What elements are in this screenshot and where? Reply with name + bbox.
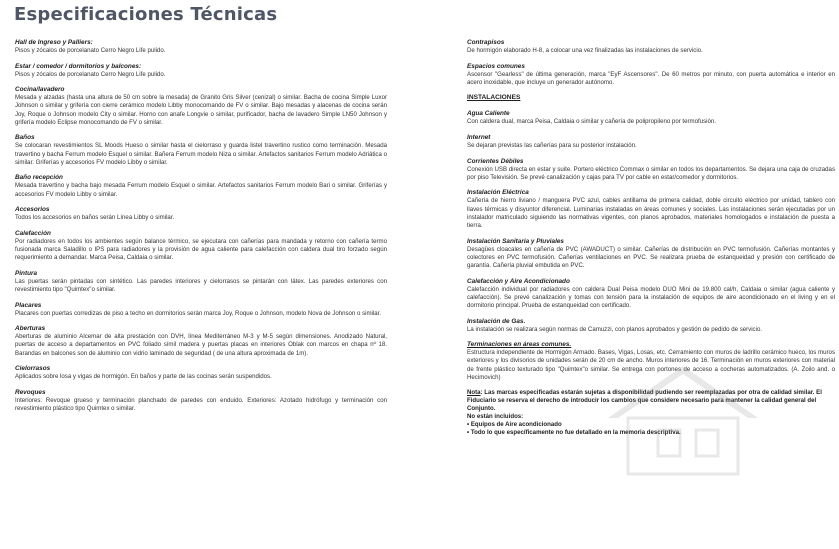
spec-text: Pisos y zócalos de porcelanato Cerro Negro Life pulido. [15,70,166,78]
installations-title: INSTALACIONES [467,94,521,102]
spec-section [15,134,387,167]
spec-heading: Estar / comedor / dormitorios y balcones: [15,62,142,70]
spec-heading: Instalación Eléctrica [467,189,529,197]
spec-section [467,318,835,334]
spec-text: Con caldera dual, marca Peisa, Caldaia o similar y cañería de polipropileno por termofusión. [467,118,716,126]
spec-section [15,302,387,318]
spec-text: Se dejaran previstas las cañerías para su posterior instalación. [467,141,637,149]
spec-text: Aplicados sobre losa y vigas de hormigón. En baños y parte de las cocinas serán suspendidos. [15,373,272,381]
spec-section [467,110,835,126]
spec-text: Placares con puertas corredizas de piso a techo en dormitorios serán marca Joy, Roque o Johnson, modelo Nova de Johnson o similar. [15,309,382,317]
spec-section [15,365,387,381]
excluded-title: No están incluidos: [467,413,524,421]
spec-text: Cañería de hierro liviano / manguera PVC azul, cables antillama de primera calidad, doble circuito eléctrico por unidad, tablero con llaves térmicas y disyuntor diferencial. Luminarias instaladas en áreas comunes y sociales. Las instalaciones serán ejecutadas por un instalador matriculado siguiendo las normativas vigentes, con planos aprobados, materiales homologados e instalación de puesta a tierra. [467,197,835,229]
spec-heading: Pintura [15,269,38,277]
spec-heading: Instalación de Gas. [467,317,526,325]
spec-text: Las puertas serán pintadas con sintético. Las paredes interiores y cielorrasos se pintarán con látex. Las paredes exteriores con revestimiento tipo "Quimtex"o similar. [15,277,387,293]
spec-section [15,39,387,55]
spec-heading: Cielorrasos [15,365,51,373]
spec-text: Se colocaran revestimientos SL Moods Hueso o similar hasta el cielorraso y guarda listel travertino rustico como terminación. Mesada travertino y bacha Ferrum modelo Esquel o similar. Bañera Ferrum modelo Niza o similar. Artefactos sanitarios Ferrum modelo Adriática o similar. Griferías y accesorios FV modelo Libby o similar. [15,142,387,166]
spec-heading: Aberturas [15,325,46,333]
spec-section [15,270,387,294]
spec-section [15,389,387,413]
spec-text: Aberturas de aluminio Alcemar de alta prestación con DVH, línea Mediterráneo M-3 y M-5 según dimensiones. Anodizado Natural, puertas de acceso a departamentos en PVC foliado símil madera y puertas placas en interiores Oblak con marcos en chapa nº 18. Barandas en balcones son de aluminio con vidrio laminado de seguridad ( de una altura aproximada de 1m). [15,333,387,357]
spec-section [467,158,835,182]
spec-text: Ascensor "Gearless" de última generación, marca "EyF Ascensores". De 60 metros por minuto, con puerta automática e interior en acero inoxidable, que incluye un generador autónomo. [467,70,835,86]
note-label: Nota [467,389,481,397]
spec-section [15,174,387,198]
spec-heading: Contrapisos [467,39,505,46]
spec-text: Mesada travertino y bacha bajo mesada Ferrum modelo Esquel o similar. Artefactos sanitarios Ferrum modelo Bari o similar. Griferías y accesorios FV modelo Libby o similar. [15,182,387,198]
excluded-list [467,421,835,437]
spec-text: Conexión USB directa en estar y suite. Portero eléctrico Commax o similar en todos los departamentos. Se dejara una caja de cruzadas por piso Televisión. Se prevé canalización y cajas para TV por cable en estar/comedor y dormitorios. [467,165,835,181]
spec-heading: Accesorios [15,206,50,214]
spec-heading: Instalación Sanitaria y Pluviales [467,237,564,245]
spec-section [467,39,835,55]
spec-section [467,63,835,87]
spec-heading: Cocina/lavadero [15,86,65,94]
spec-text: Pisos y zócalos de porcelanato Cerro Negro Life pulido. [15,47,166,54]
spec-section [15,206,387,222]
spec-text: La instalación se realizara según normas de Camuzzi, con planos aprobados y gestión de pedido de servicio. [467,325,763,333]
spec-section [15,325,387,358]
list-item: • Todo lo que específicamente no fue detallado en la memoria descriptiva. [467,429,835,437]
disclaimer-note [467,389,835,437]
spec-heading: Agua Caliente [467,110,510,118]
spec-heading: Internet [467,133,491,141]
spec-section [467,278,835,311]
note-text: : Las marcas especificadas estarán sujetas a disponibilidad pudiendo ser reemplazadas por otra de calidad similar. El Fiduciario se reserva el derecho de introducir los cambios que considere necesario para mantener la calidad general del Conjunto. [467,389,822,413]
spec-section [15,230,387,263]
spec-text: Mesada y alzadas (hasta una altura de 50 cm sobre la mesada) de Granito Gris Silver (cenizal) o similar. Bacha de cocina Simple Luxor Johnson o similar y grifería con cierre cerámico modelo Libby monocomando de FV o similar. Bajo mesadas y alacenas de cocina serán Joy, Roque o Johnson modelo City o similar. Horno con anafe Longvie o similar, purificador, bacha de lavadero Simple LN50 Johnson y grifería modelo Eclipse monocomando de FV o similar. [15,94,387,126]
spec-text: Todos los accesorios en baños serán Línea Libby o similar. [15,214,175,222]
right-column [467,39,835,437]
spec-heading: Terminaciones en áreas comunes. [467,341,572,349]
spec-heading: Hall de Ingreso y Palliers: [15,39,93,46]
spec-heading: Espacios comunes [467,62,525,70]
spec-heading: Revoques [15,388,46,396]
spec-text: Desagües cloacales en cañería de PVC (AWADUCT) o similar. Cañerías de distribución en PVC termofusión. Cañerías montantes y colectores en PVC termofusión. Cañerías ventilaciones en PVC. Se realizara prueba de estanqueidad y presión con certificado de garantía. Cañería pluvial embutida en PVC. [467,245,835,269]
spec-section [15,63,387,79]
spec-text: De hormigón elaborado H-8, a colocar una vez finalizadas las instalaciones de servicio. [467,47,703,54]
spec-section [467,238,835,271]
spec-text: Estructura independiente de Hormigón Armado. Bases, Vigas, Losas, etc. Cerramiento con muros de ladrillo cerámico hueco, los muros exteriores y los divisorios de unidades serán de 20 cm de ancho. Muros interiores de 16. Terminación en muros exteriores con material de frente plástico texturado tipo "Quimtex"o similar. Se entrega con portones de acceso a cocheras automatizados. (A. Zoilo and. o Hecimovich) [467,349,835,381]
spec-heading: Corrientes Débiles [467,157,524,165]
spec-section [467,134,835,150]
spec-text: Calefacción individual por radiadores con caldera Dual Peisa modelo DUO Mini de 19.800 cal/h, Caldaia o similar (agua caliente y calefacción). Se prevé canalización y tomas con tensión para la instalación de equipos de aire acondicionado en el living y en el dormitorio principal. Prueba de estanqueidad con certificado. [467,285,835,309]
spec-heading: Placares [15,301,42,309]
spec-section [467,341,835,382]
spec-heading: Calefacción [15,229,51,237]
page-title: Especificaciones Técnicas [14,4,278,25]
spec-section [15,86,387,127]
spec-heading: Baños [15,134,35,142]
spec-heading: Baño recepción [15,174,63,182]
left-column [15,39,387,421]
list-item: • Equipos de Aire acondicionado [467,421,835,429]
spec-section [467,189,835,230]
spec-text: Por radiadores en todos los ambientes según balance térmico, se ejecutara con cañerías para mandada y retorno con cañería termo fusionada marca Saladillo o IPS para radiadores y la provisión de agua caliente para calefacción con caldera dual tiro forzado según requerimiento a demandar. Marca Peisa, Caldaia o similar. [15,237,387,262]
spec-heading: Calefacción y Aire Acondicionado [467,277,570,285]
spec-text: Interiores: Revoque grueso y terminación planchado de paredes con enduido. Exteriores: Azotado hidrófugo y terminación con revestimiento plástico tipo Quimtex o similar. [15,396,387,412]
